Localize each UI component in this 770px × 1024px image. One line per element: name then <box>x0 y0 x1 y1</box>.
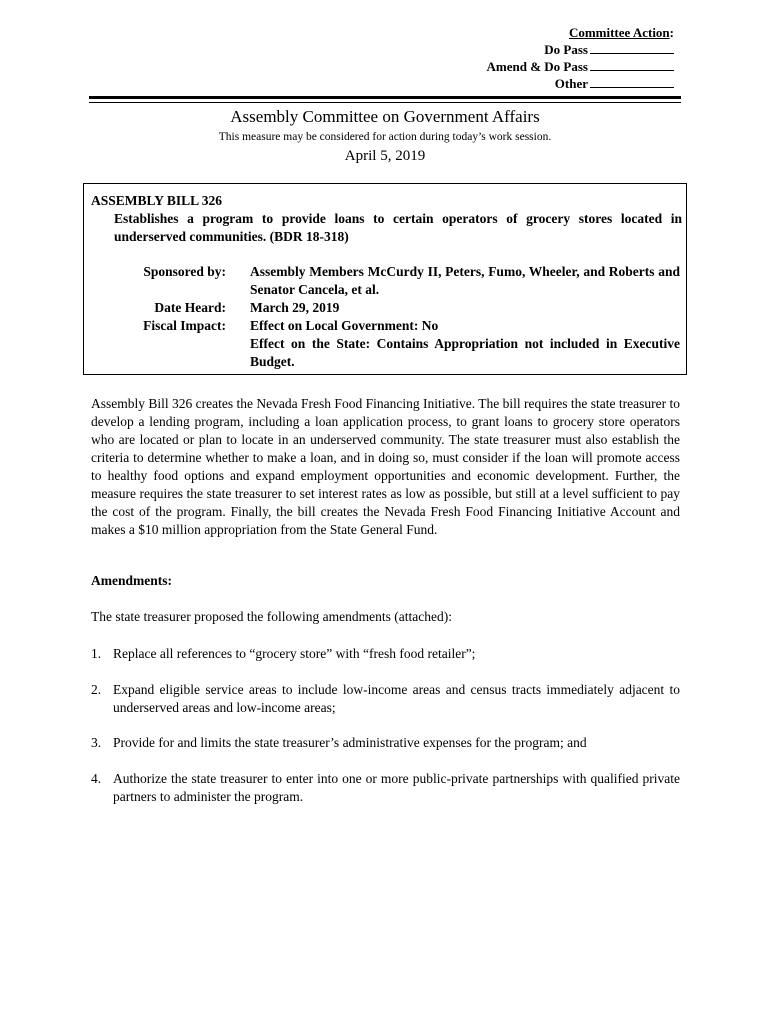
amendment-text: Replace all references to “grocery store” with “fresh food retailer”; <box>113 646 476 661</box>
bill-summary-box <box>83 183 687 375</box>
date-heard-value: March 29, 2019 <box>250 300 340 315</box>
sponsored-by-value: Assembly Members McCurdy II, Peters, Fumo, Wheeler, and Roberts and Senator Cancela, et al. <box>250 264 680 297</box>
bill-summary-paragraph: Assembly Bill 326 creates the Nevada Fresh Food Financing Initiative. The bill requires the state treasurer to develop a lending program, including a loan application process, to grant loans to grocery store operators who are located or plan to locate in an underserved community. The state treasurer must also establish the criteria to determine whether to make a loan, and in doing so, must consider if the loan will promote access to healthy food options and expand employment opportunities and economic development. Further, the measure requires the state treasurer to set interest rates as low as possible, but still at a level sufficient to pay the cost of the program. Finally, the bill creates the Nevada Fresh Food Financing Initiative Account and makes a $10 million appropriation from the State General Fund. <box>91 396 680 537</box>
work-session-note: This measure may be considered for action during today’s work session. <box>218 131 552 143</box>
amendment-number: 2. <box>91 682 102 697</box>
amendments-heading: Amendments: <box>91 573 172 588</box>
amendment-item <box>91 645 680 663</box>
fiscal-impact-label: Fiscal Impact: <box>143 318 226 333</box>
amendment-item <box>91 734 680 752</box>
committee-action-block: Committee Action: Do Pass Amend & Do Pass Other <box>486 25 674 91</box>
fiscal-impact-local: Effect on Local Government: No <box>250 318 439 333</box>
other-option: Other <box>487 75 674 92</box>
amendment-text: Expand eligible service areas to include low-income areas and census tracts immediately adjacent to underserved areas and low-income areas; <box>113 682 680 715</box>
sponsored-by-label: Sponsored by: <box>143 264 226 279</box>
meeting-date: April 5, 2019 <box>344 148 426 164</box>
amendment-number: 1. <box>91 646 102 661</box>
amendments-intro: The state treasurer proposed the following amendments (attached): <box>91 609 452 624</box>
committee-title: Assembly Committee on Government Affairs <box>230 107 540 126</box>
amendment-number: 3. <box>91 735 102 750</box>
bill-description: Establishes a program to provide loans to certain operators of grocery stores located in underserved communities. (BDR 18-318) <box>114 211 682 244</box>
date-heard-label: Date Heard: <box>154 300 226 315</box>
amendment-number: 4. <box>91 771 102 786</box>
committee-action-title: Committee Action <box>568 25 670 40</box>
header-divider-thin <box>89 102 681 103</box>
fiscal-impact-state: Effect on the State: Contains Appropriation not included in Executive Budget. <box>250 336 680 369</box>
header-divider-thick <box>89 96 681 99</box>
bill-number: ASSEMBLY BILL 326 <box>91 193 223 208</box>
amendment-text: Authorize the state treasurer to enter into one or more public-private partnerships with qualified private partners to administer the program. <box>113 771 680 804</box>
do-pass-option: Do Pass <box>487 41 674 58</box>
amendment-item <box>91 770 680 806</box>
amend-do-pass-option: Amend & Do Pass <box>487 58 674 75</box>
amendment-item <box>91 681 680 717</box>
amendment-text: Provide for and limits the state treasurer’s administrative expenses for the program; and <box>113 735 587 750</box>
